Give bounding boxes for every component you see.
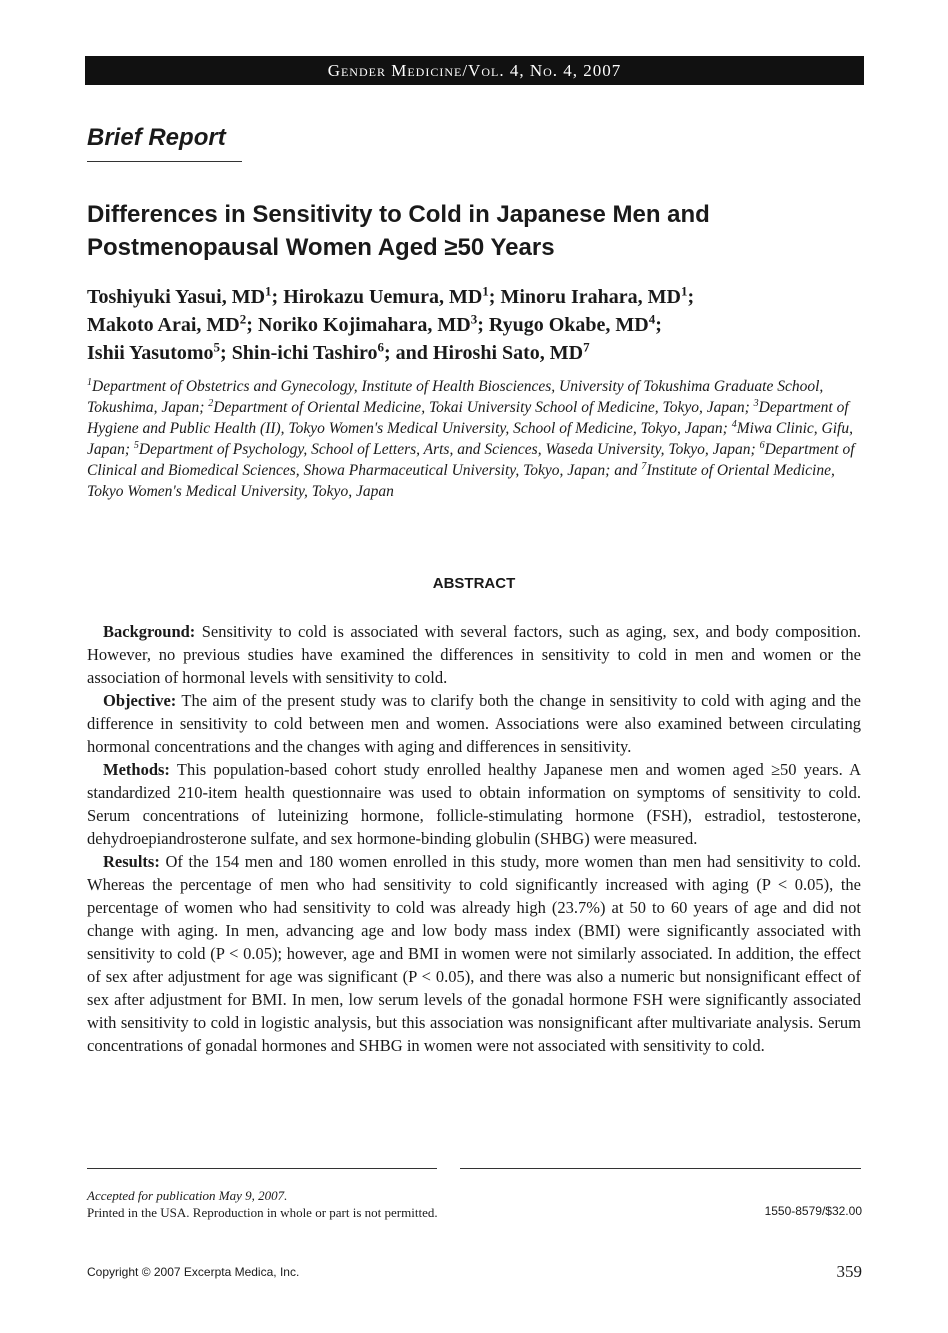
author-sup: 2	[239, 311, 247, 327]
affiliation-sup: 7	[641, 460, 647, 472]
author-sup: 7	[583, 339, 590, 355]
abstract-background	[87, 620, 861, 689]
author-sep: ;	[477, 314, 489, 336]
author-sep: ;	[271, 286, 284, 308]
methods-label: Methods:	[103, 760, 170, 779]
accepted-note: Accepted for publication May 9, 2007.	[87, 1188, 288, 1203]
issn: 1550-8579/$32.00	[764, 1204, 862, 1218]
printed-note: Printed in the USA. Reproduction in whole or part is not permitted.	[87, 1205, 438, 1220]
section-label: Brief Report	[87, 124, 226, 151]
author-sup: 5	[213, 339, 221, 355]
affiliation-text: Department of Hygiene and Public Health (II), Tokyo Women's Medical University, School of Medicine, Tokyo, Japan;	[87, 399, 849, 437]
author-name: Ryugo Okabe, MD	[488, 314, 649, 336]
author-sep: ;	[655, 314, 662, 336]
methods-text: This population-based cohort study enrolled healthy Japanese men and women aged ≥50 years. A standardized 210-item health questionnaire was used to obtain information on symptoms of sensitivity to cold. Serum concentrations of luteinizing hormone, follicle-stimulating hormone (FSH), estradiol, testosterone, dehydroepiandrosterone sulfate, and sex hormone-binding globulin (SHBG) were measured.	[87, 760, 861, 848]
affiliation-sup: 1	[87, 376, 92, 388]
author-sep: ;	[220, 342, 232, 364]
copyright: Copyright © 2007 Excerpta Medica, Inc.	[87, 1265, 300, 1279]
affiliation-sup: 3	[753, 397, 759, 409]
author-name: Toshiyuki Yasui, MD	[87, 286, 266, 308]
affiliations	[87, 376, 862, 502]
author-sup: 1	[265, 283, 272, 299]
author-sep: ;	[246, 314, 258, 336]
affiliation-text: Department of Clinical and Biomedical Sciences, Showa Pharmaceutical University, Tokyo, Japan; and	[87, 441, 855, 479]
abstract-body	[87, 620, 861, 1057]
author-name: Ishii Yasutomo	[87, 342, 214, 364]
affiliation-sup: 4	[731, 418, 737, 430]
section-rule	[87, 161, 242, 162]
author-sup: 1	[681, 283, 688, 299]
author-name: Makoto Arai, MD	[87, 314, 240, 336]
results-text: Of the 154 men and 180 women enrolled in this study, more women than men had sensitivity to cold. Whereas the percentage of men who had sensitivity to cold significantly increased with aging (P < 0.05), the percentage of women who had sensitivity to cold was already high (23.7%) at 50 to 60 years of age and did not change with aging. In men, advancing age and low body mass index (BMI) were significantly associated with sensitivity to cold (P < 0.05); however, age and BMI in women were not similarly associated. In addition, the effect of sex after adjustment for age was significant (P < 0.05), and there was also a numeric but nonsignificant effect of sex after adjustment for BMI. In men, low serum levels of the gonadal hormone FSH were significantly associated with sensitivity to cold in logistic analysis, but this association was nonsignificant after multivariate analysis. Serum concentrations of gonadal hormones and SHBG in women were not associated with sensitivity to cold.	[87, 852, 861, 1055]
author-name: Noriko Kojimahara, MD	[257, 314, 471, 336]
background-text: Sensitivity to cold is associated with several factors, such as aging, sex, and body composition. However, no previous studies have examined the differences in sensitivity to cold in men and women or the association of hormonal levels with sensitivity to cold.	[87, 622, 861, 687]
affiliation-text: Department of Oriental Medicine, Tokai University School of Medicine, Tokyo, Japan;	[213, 399, 754, 416]
background-label: Background:	[103, 622, 196, 641]
author-sup: 6	[377, 339, 385, 355]
author-sup: 4	[648, 311, 656, 327]
objective-label: Objective:	[103, 691, 177, 710]
author-name: Minoru Irahara, MD	[500, 286, 681, 308]
affiliation-text: Department of Obstetrics and Gynecology, Institute of Health Biosciences, University of Tokushima Graduate School, Tokushima, Japan;	[87, 378, 824, 416]
affiliation-text: Department of Psychology, School of Letters, Arts, and Sciences, Waseda University, Tokyo, Japan;	[138, 441, 760, 458]
objective-text: The aim of the present study was to clarify both the change in sensitivity to cold with aging and the difference in sensitivity to cold between men and women. Associations were also examined between circulating hormonal concentrations and the changes with aging and differences in sensitivity.	[87, 691, 861, 756]
author-name: Shin-ichi Tashiro	[231, 342, 378, 364]
affiliation-text: Miwa Clinic, Gifu, Japan;	[87, 420, 853, 458]
affiliation-sup: 6	[759, 439, 765, 451]
author-sep: ; and	[384, 342, 433, 364]
affiliation-text: Institute of Oriental Medicine, Tokyo Women's Medical University, Tokyo, Japan	[87, 462, 835, 500]
abstract-objective	[87, 689, 861, 758]
footer-rule-right	[460, 1168, 861, 1169]
author-sup: 1	[482, 283, 489, 299]
affiliation-sup: 2	[208, 397, 214, 409]
author-sup: 3	[470, 311, 478, 327]
author-sep: ;	[488, 286, 501, 308]
author-list	[87, 283, 877, 367]
affiliation-sup: 5	[133, 439, 139, 451]
author-name: Hiroshi Sato, MD	[432, 342, 584, 364]
abstract-methods	[87, 758, 861, 850]
running-head: Gender Medicine/Vol. 4, No. 4, 2007	[85, 56, 864, 85]
page-number: 359	[836, 1262, 862, 1281]
abstract-heading: ABSTRACT	[432, 575, 516, 592]
author-sep: ;	[687, 286, 695, 308]
abstract-results	[87, 850, 861, 1057]
results-label: Results:	[103, 852, 160, 871]
article-title: Differences in Sensitivity to Cold in Japanese Men and Postmenopausal Women Aged ≥50 Years	[87, 201, 710, 261]
author-name: Hirokazu Uemura, MD	[283, 286, 483, 308]
footer-rule-left	[87, 1168, 437, 1169]
